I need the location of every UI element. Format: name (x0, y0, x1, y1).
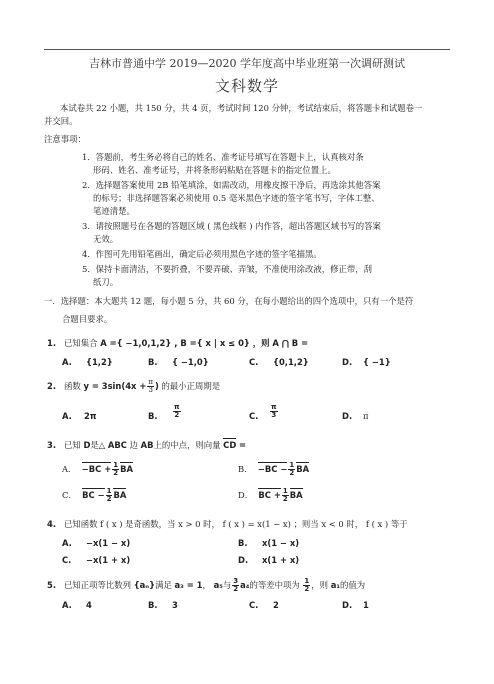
option-value: −x(1 + x) (86, 555, 131, 565)
option-label: B. (148, 357, 158, 367)
question-text: 已知 (64, 440, 81, 450)
question-1 (47, 338, 308, 349)
note-4 (82, 249, 402, 260)
option-label: C. (249, 357, 259, 367)
option-label: C. (249, 600, 259, 610)
option-value: 1 (363, 600, 369, 610)
question-text: 已知正项等比数列 (64, 580, 132, 590)
question-number: 1. (47, 338, 57, 348)
option-value: {0,1,2} (273, 357, 309, 367)
question-text: 的值为 (340, 580, 366, 590)
fraction-top: 1 (304, 577, 310, 585)
note-text: 答题前，考生务必将自己的姓名、准考证号填写在答题卡上，认真核对条 (95, 152, 364, 162)
fraction-top: 3 (233, 577, 239, 585)
note-number: 5． (82, 264, 96, 274)
question-4 (47, 519, 408, 530)
note-number: 4． (82, 249, 96, 259)
set-expression: A ={ −1,0,1,2} , B ={ x | x ≤ 0} ，则 A ⋂ B = (100, 338, 309, 348)
term-a4: a₄ (240, 580, 250, 590)
note-text: 请按照题号在各题的答题区域 ( 黑色线框 ) 内作答，超出答题区域书写的答案 (95, 221, 381, 231)
option-value: x(1 − x) (262, 538, 300, 548)
question-3 (47, 440, 246, 451)
option-value: { −1} (363, 357, 391, 367)
fraction-top: π (271, 403, 277, 411)
question-number: 3. (47, 440, 57, 450)
option-label: D. (238, 555, 249, 565)
section-heading: 一．选择题：本大题共 12 题，每小题 5 分，共 60 分，在每小题给出的四个选项中，只有一个是符 (44, 296, 414, 306)
note-text: 选择题答案使用 2B 铅笔填涂，如需改动，用橡皮擦干净后，再选涂其他答案 (95, 180, 381, 190)
option-label: A. (62, 600, 72, 610)
fraction-bottom: 2 (174, 411, 180, 419)
fraction-bottom: 3 (271, 411, 277, 419)
question-text-end: 的最小正周期是 (161, 381, 221, 391)
question-text: 是△ (90, 440, 106, 450)
question-text: 边 (129, 440, 138, 450)
vector-expression: BC − (82, 490, 105, 500)
question-number: 2. (47, 381, 57, 391)
side-ab: AB (140, 440, 154, 450)
option-label: C. (249, 411, 259, 421)
fraction-top: π (148, 378, 153, 386)
question-text: ，则 (311, 580, 329, 590)
option-fraction (172, 404, 182, 419)
fraction-bottom: 2 (106, 495, 112, 503)
term-a1: a₁ (330, 580, 341, 590)
vector-ba: BA (120, 464, 133, 474)
option-value: 2π (84, 411, 97, 421)
note-2 (82, 180, 402, 191)
fraction-bottom: 2 (113, 469, 119, 477)
fraction (173, 404, 181, 419)
question-text: 上的中点，则向量 (153, 440, 221, 450)
option-label: B. (148, 600, 158, 610)
question-number: 4. (47, 519, 57, 529)
note-text: 保持卡面清洁，不要折叠，不要弄破、弄皱，不准使用涂改液，修正带，刮 (95, 264, 373, 274)
exam-title: 文科数学 (214, 77, 279, 95)
note-1 (82, 152, 402, 163)
note-1-cont: 形码、姓名、准考证号，并将条形码粘贴在答题卡的指定位置上。 (93, 165, 336, 175)
option-value: 2 (273, 600, 279, 610)
fraction-bottom: 2 (233, 585, 239, 593)
fraction-top: 1 (289, 461, 295, 469)
fraction-top: π (174, 403, 180, 411)
note-3-cont: 无效。 (93, 234, 119, 244)
fraction-bottom: 2 (304, 585, 310, 593)
question-text: 满足 (155, 580, 172, 590)
option-value: π (363, 411, 369, 421)
option-b (238, 462, 309, 477)
option-label: B. (148, 411, 158, 421)
fraction-bottom: 3 (148, 386, 153, 394)
section-heading-cont: 合题目要求。 (62, 314, 113, 324)
question-text: ， (202, 580, 211, 590)
exam-header: 吉林市普通中学 2019—2020 学年度高中毕业班第一次调研测试 (89, 57, 405, 70)
option-a (62, 462, 133, 477)
option-value: { −1,0} (172, 357, 209, 367)
option-label: D. (342, 411, 353, 421)
question-text: 已知函数 f ( x ) 是奇函数，当 x > 0 时， f ( x ) = x(1 − x) ；则当 x < 0 时， f ( x ) 等于 (64, 519, 408, 529)
fraction (106, 488, 113, 503)
fraction (232, 578, 239, 593)
note-3 (82, 221, 402, 232)
option-label: A． (62, 464, 77, 474)
option-label: D. (342, 357, 353, 367)
fraction (270, 404, 278, 419)
vector-ba: BA (296, 464, 310, 474)
note-number: 3． (82, 221, 96, 231)
option-label: A. (62, 357, 72, 367)
question-text: 与 (222, 580, 232, 590)
function-expression-end: ) (155, 381, 159, 391)
fraction (288, 462, 295, 477)
option-label: C. (62, 555, 72, 565)
option-d (238, 488, 303, 503)
point-d: D (83, 440, 91, 450)
option-label: C． (62, 490, 77, 500)
option-label: D. (342, 600, 353, 610)
option-label: A. (62, 538, 72, 548)
vector-ba: BA (113, 490, 127, 500)
intro-line-2: 并交回。 (44, 116, 78, 126)
option-value: {1,2} (86, 357, 113, 367)
fraction (147, 379, 154, 394)
note-number: 1． (82, 152, 96, 162)
option-label: B． (238, 464, 253, 474)
header-rule (44, 49, 450, 50)
fraction-bottom: 2 (289, 469, 295, 477)
triangle-abc: ABC (107, 440, 127, 450)
fraction-top: 1 (113, 461, 119, 469)
fraction-top: 1 (282, 487, 288, 495)
question-2 (47, 379, 220, 394)
term-a3: a₃ = 1 (174, 580, 203, 590)
fraction (303, 578, 310, 593)
vector-expression: −BC − (257, 464, 288, 474)
option-value: 4 (86, 600, 92, 610)
option-label: A. (62, 411, 72, 421)
fraction (112, 462, 119, 477)
option-value: −x(1 − x) (86, 538, 131, 548)
equals-sign: = (238, 440, 246, 450)
note-2-cont: 笔迹清楚。 (93, 206, 135, 216)
note-number: 2． (82, 180, 96, 190)
vector-expression: −BC + (81, 464, 112, 474)
question-number: 5. (47, 580, 57, 590)
option-label: D． (238, 490, 254, 500)
term-a5: a₅ (213, 580, 223, 590)
note-5 (82, 264, 402, 275)
fraction (282, 488, 289, 503)
vector-cd: CD (223, 440, 237, 450)
intro-line-1: 本试卷共 22 小题，共 150 分，共 4 页，考试时间 120 分钟，考试结束后，将答题卡和试题卷一 (60, 103, 423, 113)
notice-label: 注意事项： (44, 134, 86, 144)
option-value: 3 (172, 600, 178, 610)
fraction-bottom: 2 (282, 495, 288, 503)
question-text: 已知集合 (64, 338, 98, 348)
sequence-an: {aₙ} (133, 580, 156, 590)
question-text: 的等差中项为 (249, 580, 300, 590)
question-5 (47, 578, 365, 593)
note-2-cont: 的标号；非选择题答案必须使用 0.5 毫米黑色字迹的签字笔书写，字体工整、 (93, 193, 380, 203)
option-fraction (269, 404, 279, 419)
fraction-top: 1 (106, 487, 112, 495)
function-expression: y = 3sin(4x + (83, 381, 147, 391)
note-5-cont: 纸刀。 (93, 277, 119, 287)
note-text: 作图可先用铅笔画出，确定后必须用黑色字迹的签字笔描黑。 (95, 249, 322, 259)
question-text: 函数 (64, 381, 81, 391)
option-c (62, 488, 126, 503)
vector-expression: BC + (258, 490, 281, 500)
vector-ba: BA (289, 490, 303, 500)
option-value: x(1 + x) (262, 555, 300, 565)
option-label: B. (238, 538, 248, 548)
